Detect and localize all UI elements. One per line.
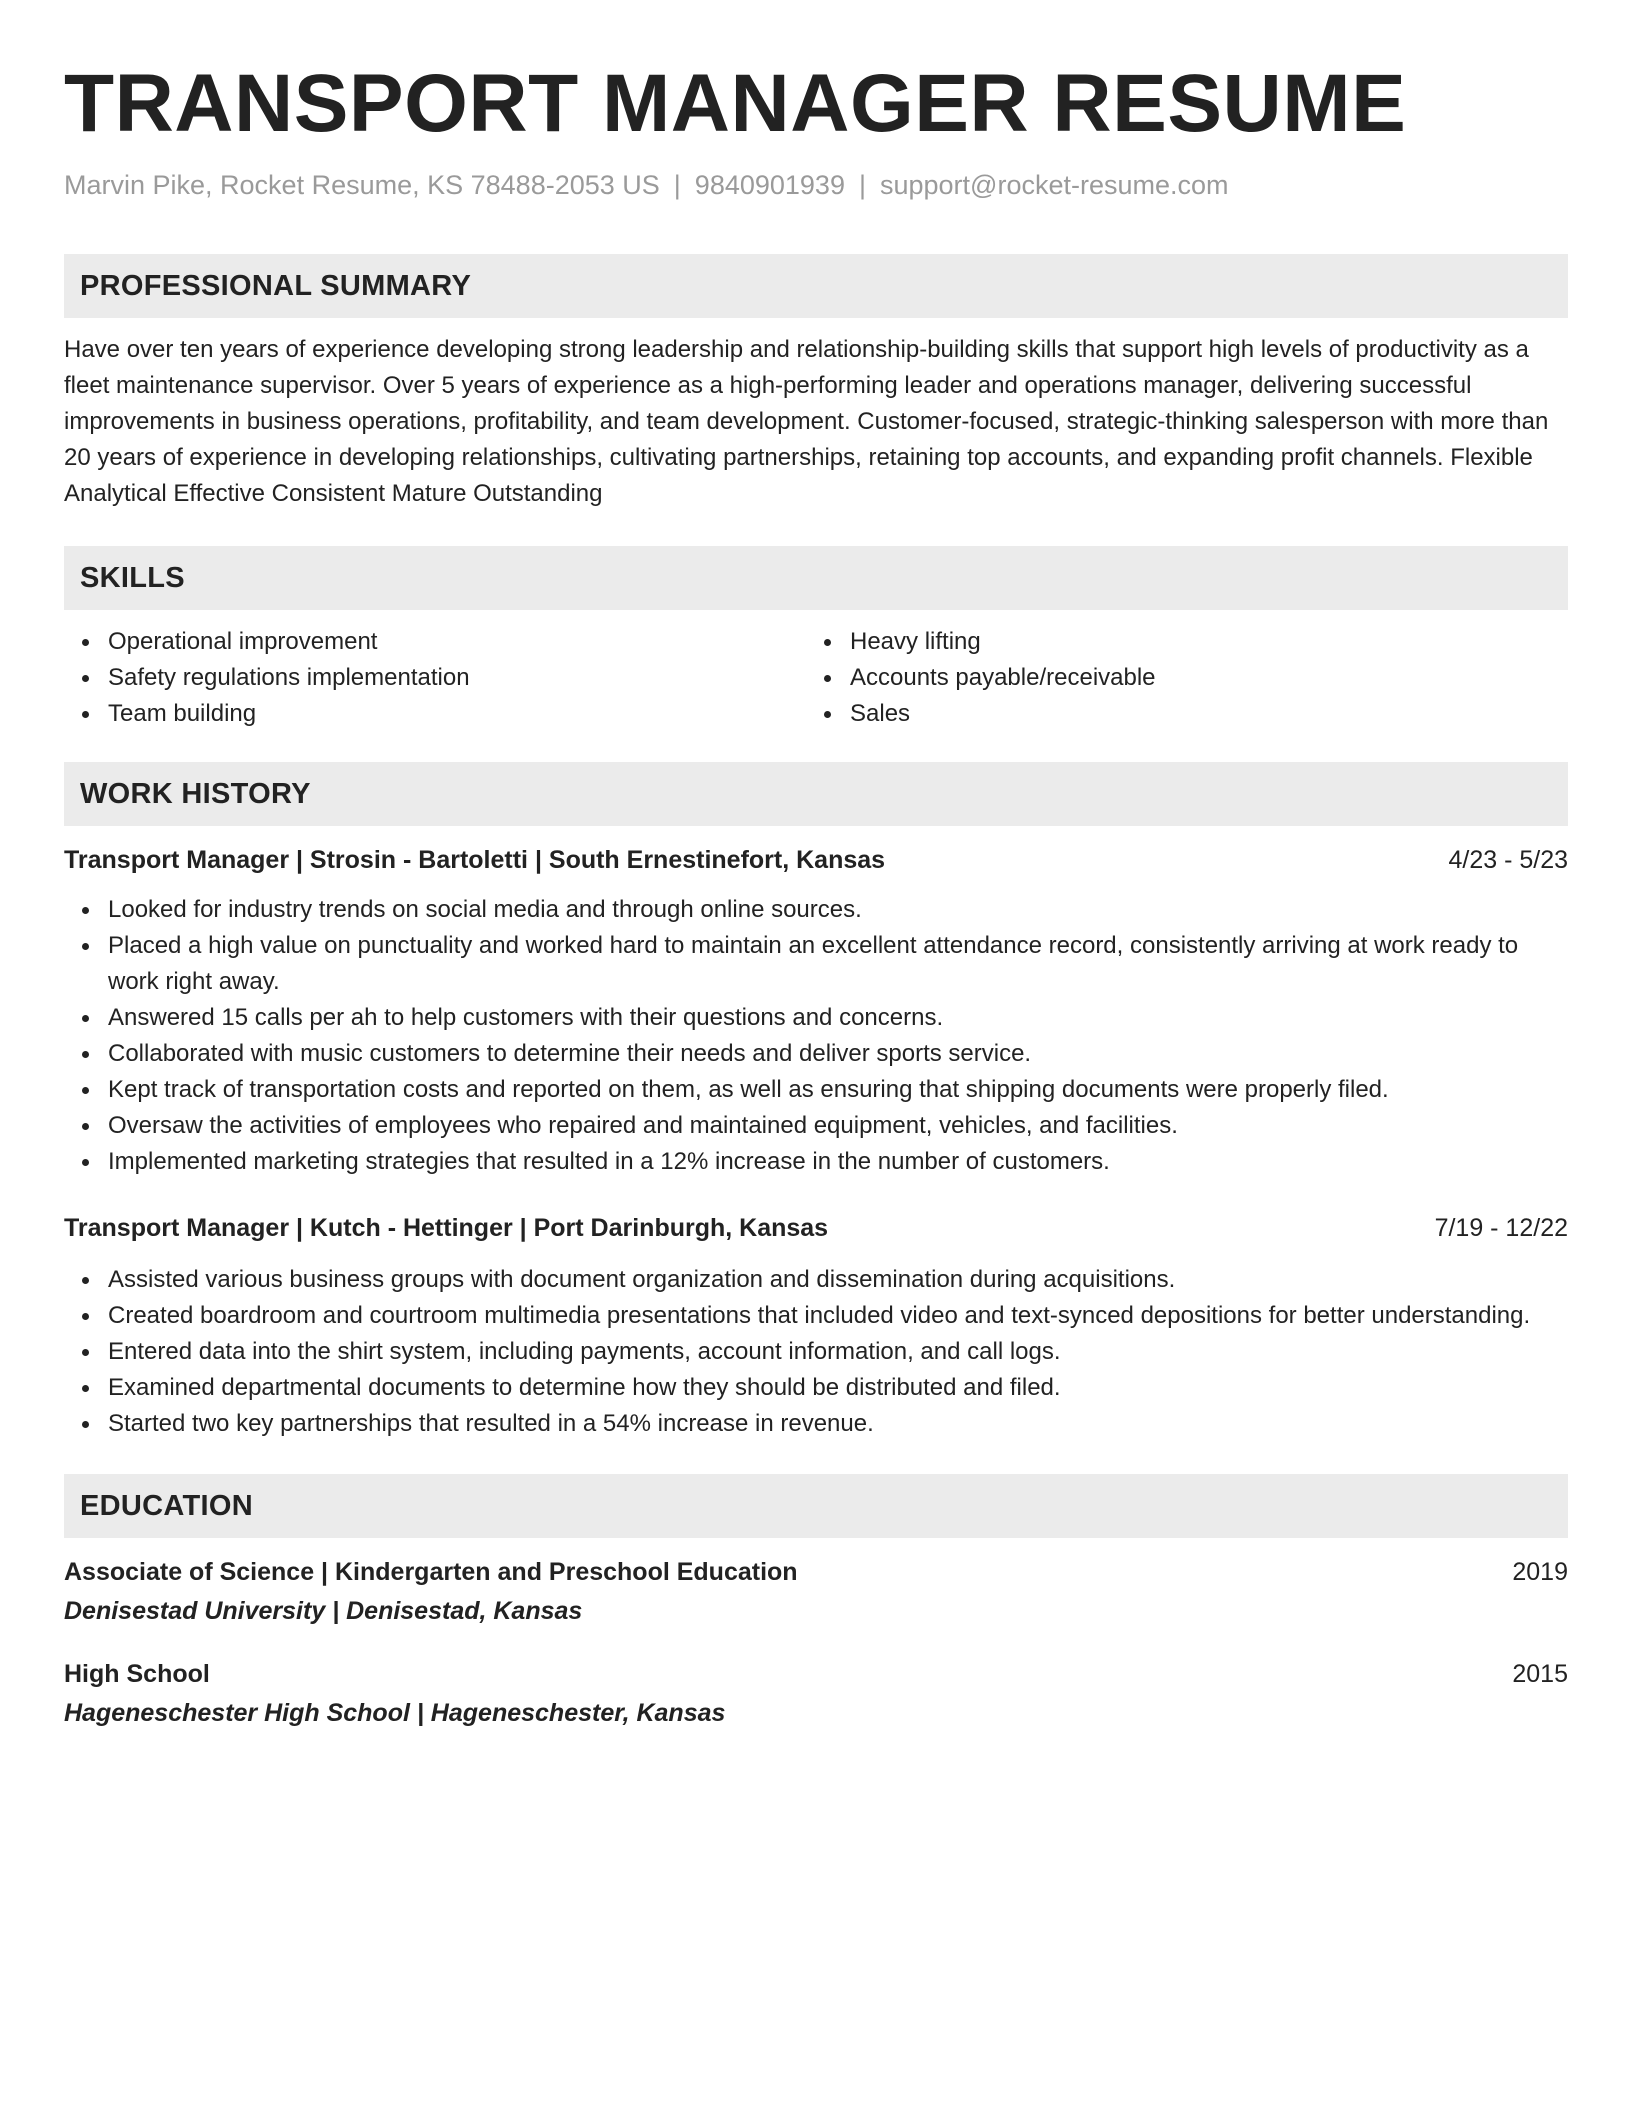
skills-list [64, 624, 1568, 732]
job-dates: 7/19 - 12/22 [1434, 1214, 1568, 1242]
contact-phone: 9840901939 [694, 170, 845, 200]
job-bullet: Entered data into the shirt system, including payments, account information, and call logs. [64, 1334, 1568, 1370]
education-degree: High School [64, 1660, 210, 1688]
education-entry-heading [64, 1656, 1568, 1692]
contact-separator: | [858, 170, 866, 200]
job-heading [64, 1210, 1568, 1246]
contact-address: Marvin Pike, Rocket Resume, KS 78488-2053 US [64, 170, 660, 200]
education-school: Denisestad University | Denisestad, Kansas [64, 1597, 583, 1625]
skill-item: Team building [64, 696, 806, 732]
job-bullet: Looked for industry trends on social media and through online sources. [64, 892, 1568, 928]
skill-item: Accounts payable/receivable [806, 660, 1548, 696]
summary-text: Have over ten years of experience developing strong leadership and relationship-building skills that support high levels of productivity as a fleet maintenance supervisor. Over 5 years of experience as a high-performing leader and operations manager, delivering successful improvements in business operations, profitability, and team development. Customer-focused, strategic-thinking salesperson with more than 20 years of experience in developing relationships, cultivating partnerships, retaining top accounts, and expanding profit channels. Flexible Analytical Effective Consistent Mature Outstanding [64, 336, 1549, 507]
job-heading [64, 842, 1568, 878]
summary-heading: PROFESSIONAL SUMMARY [64, 254, 1568, 318]
job-bullet: Kept track of transportation costs and reported on them, as well as ensuring that shipping documents were properly filed. [64, 1072, 1568, 1108]
resume-title: TRANSPORT MANAGER RESUME [64, 58, 1407, 149]
job-bullets [64, 892, 1568, 1180]
skills-heading: SKILLS [64, 546, 1568, 610]
work-history-heading: WORK HISTORY [64, 762, 1568, 826]
job-title: Transport Manager | Strosin - Bartoletti | South Ernestinefort, Kansas [64, 846, 886, 874]
education-year: 2019 [1512, 1558, 1568, 1586]
job-bullet: Assisted various business groups with document organization and dissemination during acquisitions. [64, 1262, 1568, 1298]
education-school: Hageneschester High School | Hageneschester, Kansas [64, 1699, 726, 1727]
skill-item: Safety regulations implementation [64, 660, 806, 696]
job-bullet: Started two key partnerships that resulted in a 54% increase in revenue. [64, 1406, 1568, 1442]
contact-separator: | [673, 170, 681, 200]
skills-column-left [64, 624, 806, 732]
education-degree: Associate of Science | Kindergarten and Preschool Education [64, 1558, 798, 1586]
contact-line [64, 168, 1568, 202]
skill-item: Operational improvement [64, 624, 806, 660]
job-bullet: Examined departmental documents to determine how they should be distributed and filed. [64, 1370, 1568, 1406]
skill-item: Heavy lifting [806, 624, 1548, 660]
job-dates: 4/23 - 5/23 [1448, 846, 1568, 874]
job-title: Transport Manager | Kutch - Hettinger | Port Darinburgh, Kansas [64, 1214, 829, 1242]
education-heading: EDUCATION [64, 1474, 1568, 1538]
education-year: 2015 [1512, 1660, 1568, 1688]
job-bullet: Placed a high value on punctuality and worked hard to maintain an excellent attendance record, consistently arriving at work ready to work right away. [64, 928, 1568, 1000]
skill-item: Sales [806, 696, 1548, 732]
job-bullet: Answered 15 calls per ah to help customers with their questions and concerns. [64, 1000, 1568, 1036]
education-entry-heading [64, 1554, 1568, 1590]
job-bullet: Oversaw the activities of employees who repaired and maintained equipment, vehicles, and facilities. [64, 1108, 1568, 1144]
job-bullet: Collaborated with music customers to determine their needs and deliver sports service. [64, 1036, 1568, 1072]
job-bullet: Implemented marketing strategies that resulted in a 12% increase in the number of customers. [64, 1144, 1568, 1180]
contact-email[interactable]: support@rocket-resume.com [879, 170, 1229, 200]
resume-page [64, 0, 1568, 1730]
job-bullet: Created boardroom and courtroom multimedia presentations that included video and text-synced depositions for better understanding. [64, 1298, 1568, 1334]
job-bullets [64, 1262, 1568, 1442]
skills-column-right [806, 624, 1548, 732]
